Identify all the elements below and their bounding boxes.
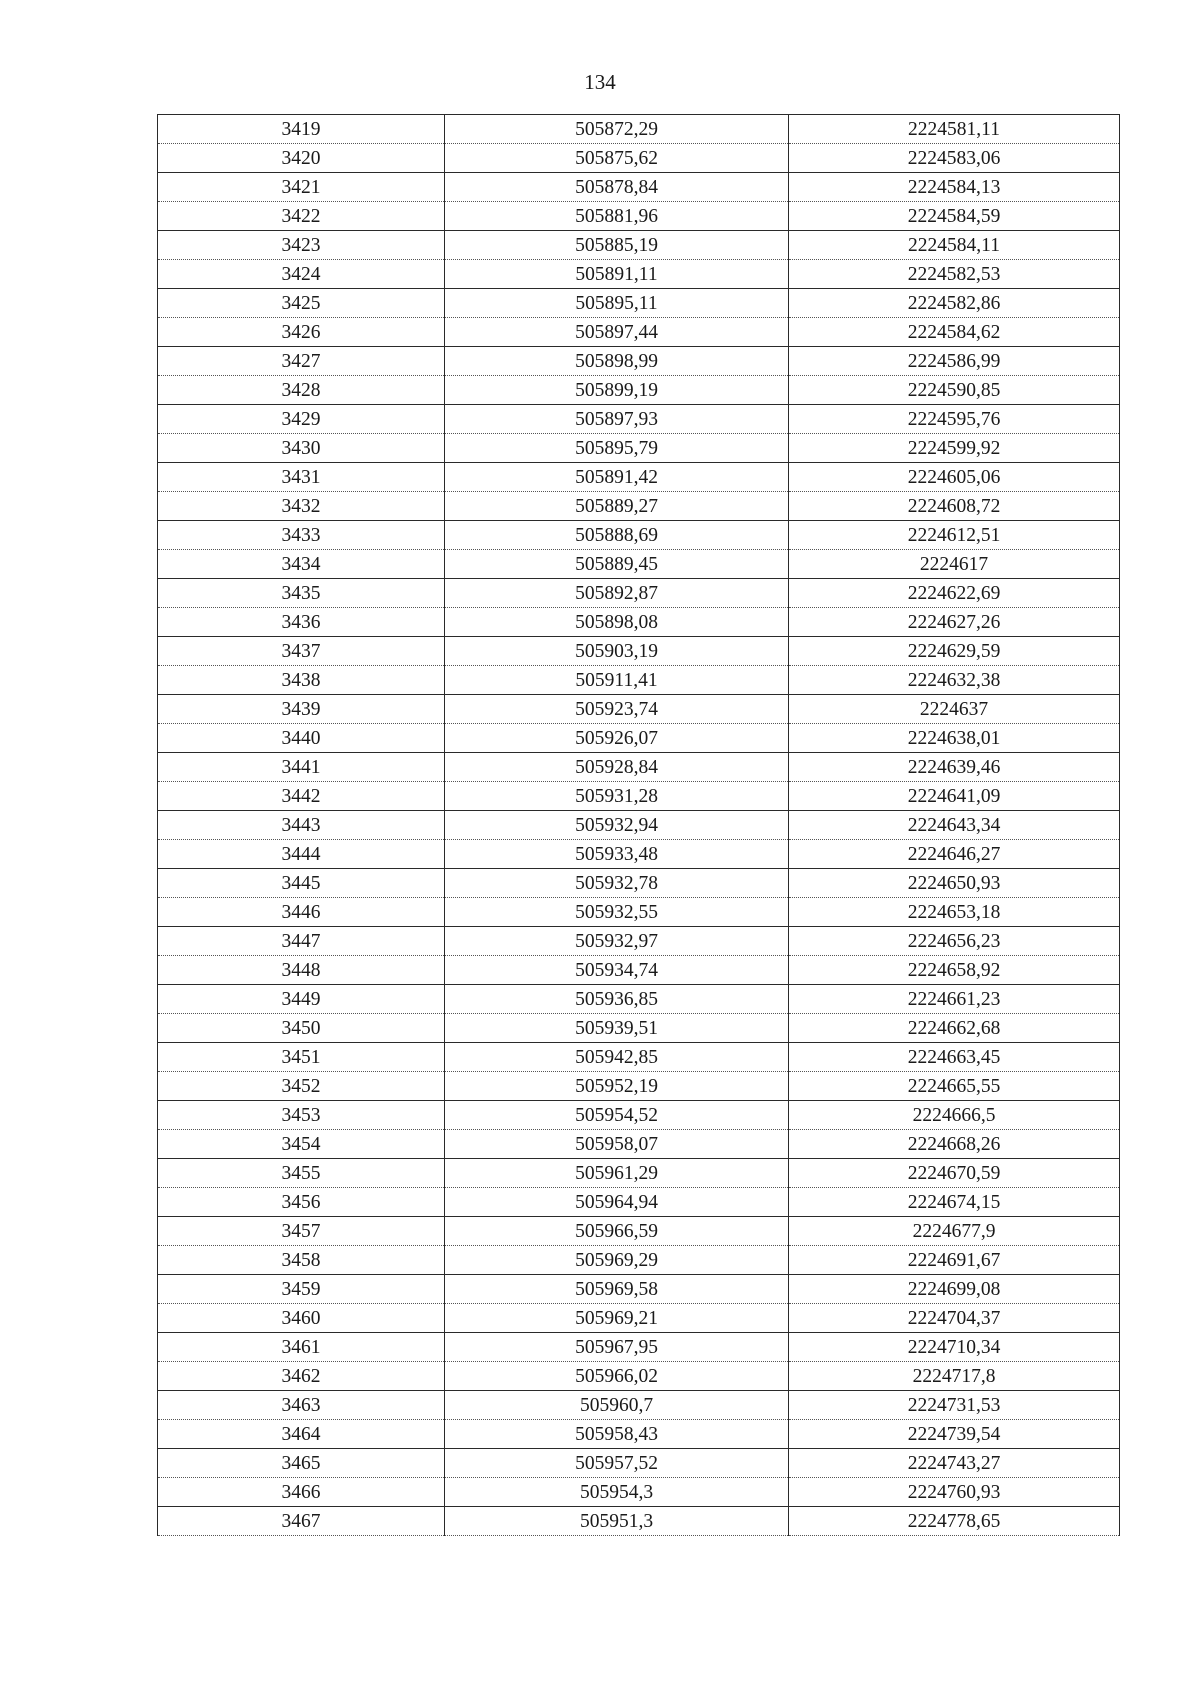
x-coordinate-cell: 505926,07 xyxy=(445,724,789,753)
point-number-cell: 3465 xyxy=(158,1449,445,1478)
table-row xyxy=(158,608,1120,637)
table-row xyxy=(158,463,1120,492)
table-row xyxy=(158,956,1120,985)
y-coordinate-cell: 2224638,01 xyxy=(789,724,1120,753)
table-row xyxy=(158,550,1120,579)
x-coordinate-cell: 505952,19 xyxy=(445,1072,789,1101)
point-number-cell: 3425 xyxy=(158,289,445,318)
y-coordinate-cell: 2224666,5 xyxy=(789,1101,1120,1130)
point-number-cell: 3453 xyxy=(158,1101,445,1130)
y-coordinate-cell: 2224583,06 xyxy=(789,144,1120,173)
table-row xyxy=(158,173,1120,202)
y-coordinate-cell: 2224582,53 xyxy=(789,260,1120,289)
point-number-cell: 3445 xyxy=(158,869,445,898)
x-coordinate-cell: 505958,07 xyxy=(445,1130,789,1159)
table-row xyxy=(158,1275,1120,1304)
table-row xyxy=(158,1362,1120,1391)
y-coordinate-cell: 2224643,34 xyxy=(789,811,1120,840)
y-coordinate-cell: 2224663,45 xyxy=(789,1043,1120,1072)
y-coordinate-cell: 2224661,23 xyxy=(789,985,1120,1014)
point-number-cell: 3452 xyxy=(158,1072,445,1101)
y-coordinate-cell: 2224656,23 xyxy=(789,927,1120,956)
y-coordinate-cell: 2224590,85 xyxy=(789,376,1120,405)
y-coordinate-cell: 2224581,11 xyxy=(789,115,1120,144)
point-number-cell: 3454 xyxy=(158,1130,445,1159)
table-row xyxy=(158,811,1120,840)
point-number-cell: 3461 xyxy=(158,1333,445,1362)
point-number-cell: 3437 xyxy=(158,637,445,666)
x-coordinate-cell: 505892,87 xyxy=(445,579,789,608)
point-number-cell: 3459 xyxy=(158,1275,445,1304)
y-coordinate-cell: 2224584,59 xyxy=(789,202,1120,231)
point-number-cell: 3456 xyxy=(158,1188,445,1217)
table-row xyxy=(158,1507,1120,1536)
y-coordinate-cell: 2224612,51 xyxy=(789,521,1120,550)
table-row xyxy=(158,492,1120,521)
table-row xyxy=(158,869,1120,898)
table-row xyxy=(158,1043,1120,1072)
x-coordinate-cell: 505895,79 xyxy=(445,434,789,463)
point-number-cell: 3434 xyxy=(158,550,445,579)
x-coordinate-cell: 505898,99 xyxy=(445,347,789,376)
table-row xyxy=(158,347,1120,376)
point-number-cell: 3444 xyxy=(158,840,445,869)
y-coordinate-cell: 2224699,08 xyxy=(789,1275,1120,1304)
table-row xyxy=(158,1072,1120,1101)
x-coordinate-cell: 505951,3 xyxy=(445,1507,789,1536)
y-coordinate-cell: 2224608,72 xyxy=(789,492,1120,521)
y-coordinate-cell: 2224677,9 xyxy=(789,1217,1120,1246)
point-number-cell: 3421 xyxy=(158,173,445,202)
x-coordinate-cell: 505939,51 xyxy=(445,1014,789,1043)
table-row xyxy=(158,231,1120,260)
table-row xyxy=(158,695,1120,724)
point-number-cell: 3439 xyxy=(158,695,445,724)
point-number-cell: 3455 xyxy=(158,1159,445,1188)
table-row xyxy=(158,1130,1120,1159)
y-coordinate-cell: 2224760,93 xyxy=(789,1478,1120,1507)
x-coordinate-cell: 505878,84 xyxy=(445,173,789,202)
point-number-cell: 3451 xyxy=(158,1043,445,1072)
point-number-cell: 3435 xyxy=(158,579,445,608)
point-number-cell: 3428 xyxy=(158,376,445,405)
table-row xyxy=(158,1420,1120,1449)
table-row xyxy=(158,260,1120,289)
point-number-cell: 3426 xyxy=(158,318,445,347)
point-number-cell: 3430 xyxy=(158,434,445,463)
x-coordinate-cell: 505889,45 xyxy=(445,550,789,579)
y-coordinate-cell: 2224641,09 xyxy=(789,782,1120,811)
y-coordinate-cell: 2224691,67 xyxy=(789,1246,1120,1275)
table-row xyxy=(158,1014,1120,1043)
table-row xyxy=(158,1159,1120,1188)
point-number-cell: 3463 xyxy=(158,1391,445,1420)
table-row xyxy=(158,898,1120,927)
x-coordinate-cell: 505931,28 xyxy=(445,782,789,811)
point-number-cell: 3447 xyxy=(158,927,445,956)
table-row xyxy=(158,927,1120,956)
table-row xyxy=(158,1188,1120,1217)
x-coordinate-cell: 505932,55 xyxy=(445,898,789,927)
point-number-cell: 3433 xyxy=(158,521,445,550)
page-number: 134 xyxy=(584,70,616,94)
table-row xyxy=(158,666,1120,695)
point-number-cell: 3466 xyxy=(158,1478,445,1507)
x-coordinate-cell: 505898,08 xyxy=(445,608,789,637)
table-row xyxy=(158,1478,1120,1507)
y-coordinate-cell: 2224646,27 xyxy=(789,840,1120,869)
x-coordinate-cell: 505967,95 xyxy=(445,1333,789,1362)
y-coordinate-cell: 2224739,54 xyxy=(789,1420,1120,1449)
y-coordinate-cell: 2224637 xyxy=(789,695,1120,724)
point-number-cell: 3419 xyxy=(158,115,445,144)
table-row xyxy=(158,1246,1120,1275)
point-number-cell: 3458 xyxy=(158,1246,445,1275)
table-row xyxy=(158,724,1120,753)
x-coordinate-cell: 505928,84 xyxy=(445,753,789,782)
point-number-cell: 3441 xyxy=(158,753,445,782)
x-coordinate-cell: 505932,94 xyxy=(445,811,789,840)
table-row xyxy=(158,144,1120,173)
y-coordinate-cell: 2224617 xyxy=(789,550,1120,579)
table-row xyxy=(158,753,1120,782)
point-number-cell: 3440 xyxy=(158,724,445,753)
y-coordinate-cell: 2224622,69 xyxy=(789,579,1120,608)
x-coordinate-cell: 505895,11 xyxy=(445,289,789,318)
x-coordinate-cell: 505969,21 xyxy=(445,1304,789,1333)
table-row xyxy=(158,1391,1120,1420)
x-coordinate-cell: 505911,41 xyxy=(445,666,789,695)
x-coordinate-cell: 505897,93 xyxy=(445,405,789,434)
table-row xyxy=(158,1304,1120,1333)
y-coordinate-cell: 2224653,18 xyxy=(789,898,1120,927)
y-coordinate-cell: 2224584,62 xyxy=(789,318,1120,347)
y-coordinate-cell: 2224670,59 xyxy=(789,1159,1120,1188)
x-coordinate-cell: 505888,69 xyxy=(445,521,789,550)
x-coordinate-cell: 505966,59 xyxy=(445,1217,789,1246)
x-coordinate-cell: 505934,74 xyxy=(445,956,789,985)
point-number-cell: 3429 xyxy=(158,405,445,434)
x-coordinate-cell: 505961,29 xyxy=(445,1159,789,1188)
point-number-cell: 3438 xyxy=(158,666,445,695)
table-row xyxy=(158,637,1120,666)
x-coordinate-cell: 505891,42 xyxy=(445,463,789,492)
table-row xyxy=(158,1217,1120,1246)
y-coordinate-cell: 2224584,11 xyxy=(789,231,1120,260)
table-row xyxy=(158,521,1120,550)
x-coordinate-cell: 505942,85 xyxy=(445,1043,789,1072)
coordinates-table xyxy=(157,114,1120,1536)
x-coordinate-cell: 505872,29 xyxy=(445,115,789,144)
point-number-cell: 3449 xyxy=(158,985,445,1014)
y-coordinate-cell: 2224584,13 xyxy=(789,173,1120,202)
table-row xyxy=(158,405,1120,434)
x-coordinate-cell: 505923,74 xyxy=(445,695,789,724)
point-number-cell: 3424 xyxy=(158,260,445,289)
x-coordinate-cell: 505964,94 xyxy=(445,1188,789,1217)
point-number-cell: 3432 xyxy=(158,492,445,521)
y-coordinate-cell: 2224627,26 xyxy=(789,608,1120,637)
table-row xyxy=(158,1333,1120,1362)
y-coordinate-cell: 2224743,27 xyxy=(789,1449,1120,1478)
y-coordinate-cell: 2224639,46 xyxy=(789,753,1120,782)
x-coordinate-cell: 505969,58 xyxy=(445,1275,789,1304)
x-coordinate-cell: 505966,02 xyxy=(445,1362,789,1391)
y-coordinate-cell: 2224704,37 xyxy=(789,1304,1120,1333)
point-number-cell: 3431 xyxy=(158,463,445,492)
y-coordinate-cell: 2224665,55 xyxy=(789,1072,1120,1101)
table-row xyxy=(158,289,1120,318)
y-coordinate-cell: 2224599,92 xyxy=(789,434,1120,463)
x-coordinate-cell: 505891,11 xyxy=(445,260,789,289)
y-coordinate-cell: 2224668,26 xyxy=(789,1130,1120,1159)
table-row xyxy=(158,840,1120,869)
y-coordinate-cell: 2224586,99 xyxy=(789,347,1120,376)
point-number-cell: 3462 xyxy=(158,1362,445,1391)
table-row xyxy=(158,782,1120,811)
point-number-cell: 3460 xyxy=(158,1304,445,1333)
point-number-cell: 3450 xyxy=(158,1014,445,1043)
x-coordinate-cell: 505889,27 xyxy=(445,492,789,521)
point-number-cell: 3427 xyxy=(158,347,445,376)
x-coordinate-cell: 505932,97 xyxy=(445,927,789,956)
y-coordinate-cell: 2224674,15 xyxy=(789,1188,1120,1217)
x-coordinate-cell: 505960,7 xyxy=(445,1391,789,1420)
x-coordinate-cell: 505885,19 xyxy=(445,231,789,260)
x-coordinate-cell: 505903,19 xyxy=(445,637,789,666)
y-coordinate-cell: 2224650,93 xyxy=(789,869,1120,898)
x-coordinate-cell: 505899,19 xyxy=(445,376,789,405)
table-row xyxy=(158,115,1120,144)
table-row xyxy=(158,202,1120,231)
x-coordinate-cell: 505933,48 xyxy=(445,840,789,869)
point-number-cell: 3464 xyxy=(158,1420,445,1449)
point-number-cell: 3422 xyxy=(158,202,445,231)
table-row xyxy=(158,1101,1120,1130)
y-coordinate-cell: 2224731,53 xyxy=(789,1391,1120,1420)
table-row xyxy=(158,1449,1120,1478)
y-coordinate-cell: 2224632,38 xyxy=(789,666,1120,695)
point-number-cell: 3443 xyxy=(158,811,445,840)
coordinates-table-body xyxy=(158,115,1120,1536)
point-number-cell: 3442 xyxy=(158,782,445,811)
x-coordinate-cell: 505969,29 xyxy=(445,1246,789,1275)
point-number-cell: 3467 xyxy=(158,1507,445,1536)
y-coordinate-cell: 2224717,8 xyxy=(789,1362,1120,1391)
y-coordinate-cell: 2224658,92 xyxy=(789,956,1120,985)
y-coordinate-cell: 2224582,86 xyxy=(789,289,1120,318)
point-number-cell: 3448 xyxy=(158,956,445,985)
x-coordinate-cell: 505957,52 xyxy=(445,1449,789,1478)
point-number-cell: 3446 xyxy=(158,898,445,927)
x-coordinate-cell: 505954,52 xyxy=(445,1101,789,1130)
table-row xyxy=(158,434,1120,463)
y-coordinate-cell: 2224629,59 xyxy=(789,637,1120,666)
x-coordinate-cell: 505932,78 xyxy=(445,869,789,898)
table-row xyxy=(158,985,1120,1014)
point-number-cell: 3436 xyxy=(158,608,445,637)
y-coordinate-cell: 2224605,06 xyxy=(789,463,1120,492)
table-row xyxy=(158,318,1120,347)
table-row xyxy=(158,376,1120,405)
point-number-cell: 3420 xyxy=(158,144,445,173)
x-coordinate-cell: 505897,44 xyxy=(445,318,789,347)
y-coordinate-cell: 2224710,34 xyxy=(789,1333,1120,1362)
x-coordinate-cell: 505954,3 xyxy=(445,1478,789,1507)
y-coordinate-cell: 2224595,76 xyxy=(789,405,1120,434)
y-coordinate-cell: 2224662,68 xyxy=(789,1014,1120,1043)
point-number-cell: 3457 xyxy=(158,1217,445,1246)
x-coordinate-cell: 505936,85 xyxy=(445,985,789,1014)
y-coordinate-cell: 2224778,65 xyxy=(789,1507,1120,1536)
x-coordinate-cell: 505881,96 xyxy=(445,202,789,231)
point-number-cell: 3423 xyxy=(158,231,445,260)
x-coordinate-cell: 505875,62 xyxy=(445,144,789,173)
table-row xyxy=(158,579,1120,608)
x-coordinate-cell: 505958,43 xyxy=(445,1420,789,1449)
